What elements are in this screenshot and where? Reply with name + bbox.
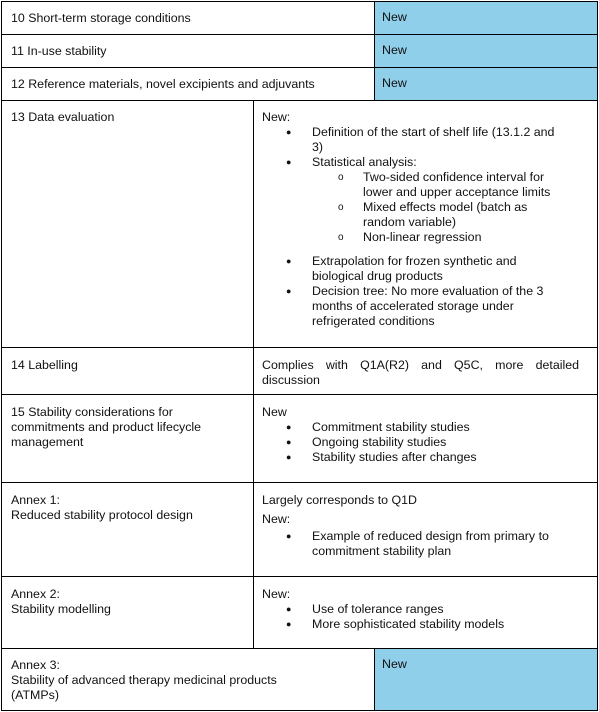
topic-cell-annex1: Annex 1: Reduced stability protocol design (11, 493, 193, 522)
status-text: New (382, 10, 407, 24)
bullet-icon: ● (286, 422, 292, 432)
list-item: ● Extrapolation for frozen synthetic and biological drug products (286, 254, 517, 283)
bullet-icon: ● (286, 604, 292, 614)
row-divider (2, 576, 598, 577)
bullet-icon: ● (286, 531, 292, 541)
list-item: ● Example of reduced design from primary to commitment stability plan (286, 529, 549, 558)
sub-list-item: o Non-linear regression (338, 230, 482, 244)
bullet-icon: ● (286, 452, 292, 462)
new-label: New: (262, 110, 291, 124)
topic-cell-12 (2, 68, 375, 101)
row-divider (2, 648, 598, 649)
row-divider (2, 67, 598, 68)
column-divider-right (374, 1, 375, 101)
topic-text: 10 Short-term storage conditions (11, 11, 191, 25)
bullet-icon: ● (286, 437, 292, 447)
row-divider (2, 394, 598, 395)
row-divider (2, 34, 598, 35)
bullet-icon: ● (286, 286, 292, 296)
bullet-icon: ● (286, 127, 292, 137)
new-label: New: (262, 587, 291, 601)
list-item: ● Statistical analysis: (286, 155, 417, 169)
table-border-left (1, 1, 2, 711)
status-cell-11 (375, 35, 597, 68)
list-item: ● Definition of the start of shelf life (13.1.2 and 3) (286, 125, 555, 154)
topic-cell-11 (2, 35, 375, 68)
status-cell-annex3 (375, 649, 597, 710)
column-divider-right (374, 648, 375, 711)
detail-cell-annex2 (253, 577, 597, 649)
column-divider-middle (253, 100, 254, 649)
status-cell-12 (375, 68, 597, 101)
list-item: ● Use of tolerance ranges (286, 602, 444, 616)
status-text: New (382, 76, 407, 90)
detail-cell-15 (253, 395, 597, 483)
circle-bullet-icon: o (338, 202, 344, 213)
detail-cell-annex1 (253, 483, 597, 577)
table-border-bottom (2, 710, 598, 711)
new-label: New (262, 405, 287, 419)
topic-cell-annex3: Annex 3: Stability of advanced therapy medicinal products (ATMPs) (11, 658, 277, 702)
list-item: ● Stability studies after changes (286, 450, 477, 464)
bullet-icon: ● (286, 256, 292, 266)
detail-text: Complies with Q1A(R2) and Q5C, more detailed (262, 358, 579, 372)
detail-cell-14 (253, 348, 597, 395)
topic-cell-annex2: Annex 2: Stability modelling (11, 587, 111, 616)
detail-text: Largely corresponds to Q1D (262, 493, 417, 507)
new-label: New: (262, 512, 291, 526)
list-item: ● Commitment stability studies (286, 420, 470, 434)
row-divider (2, 347, 598, 348)
topic-text: 11 In-use stability (11, 44, 107, 58)
row-divider (2, 482, 598, 483)
circle-bullet-icon: o (338, 172, 344, 183)
list-item: ● More sophisticated stability models (286, 617, 505, 631)
detail-text: discussion (262, 373, 320, 387)
topic-text: 14 Labelling (11, 358, 78, 372)
list-item: ● Decision tree: No more evaluation of the 3 months of accelerated storage under refrigerated conditions (286, 284, 544, 328)
topic-cell-15: 15 Stability considerations for commitments and product lifecycle management (11, 405, 202, 449)
circle-bullet-icon: o (338, 232, 344, 243)
topic-cell-10 (2, 2, 375, 35)
topic-cell-14 (2, 348, 253, 395)
table-border-top (2, 1, 598, 2)
row-divider (2, 100, 598, 101)
topic-text: 13 Data evaluation (11, 110, 115, 124)
bullet-icon: ● (286, 157, 292, 167)
topic-cell-13 (2, 101, 253, 348)
status-cell-10 (375, 2, 597, 35)
status-text: New (382, 657, 407, 671)
table-border-right (597, 1, 598, 711)
sub-list-item: o Mixed effects model (batch as random variable) (338, 200, 528, 229)
list-item: ● Ongoing stability studies (286, 435, 447, 449)
sub-list-item: o Two-sided confidence interval for lower and upper acceptance limits (338, 170, 551, 199)
detail-cell-13 (253, 101, 597, 348)
topic-text: 12 Reference materials, novel excipients and adjuvants (11, 77, 315, 91)
status-text: New (382, 43, 407, 57)
bullet-icon: ● (286, 619, 292, 629)
